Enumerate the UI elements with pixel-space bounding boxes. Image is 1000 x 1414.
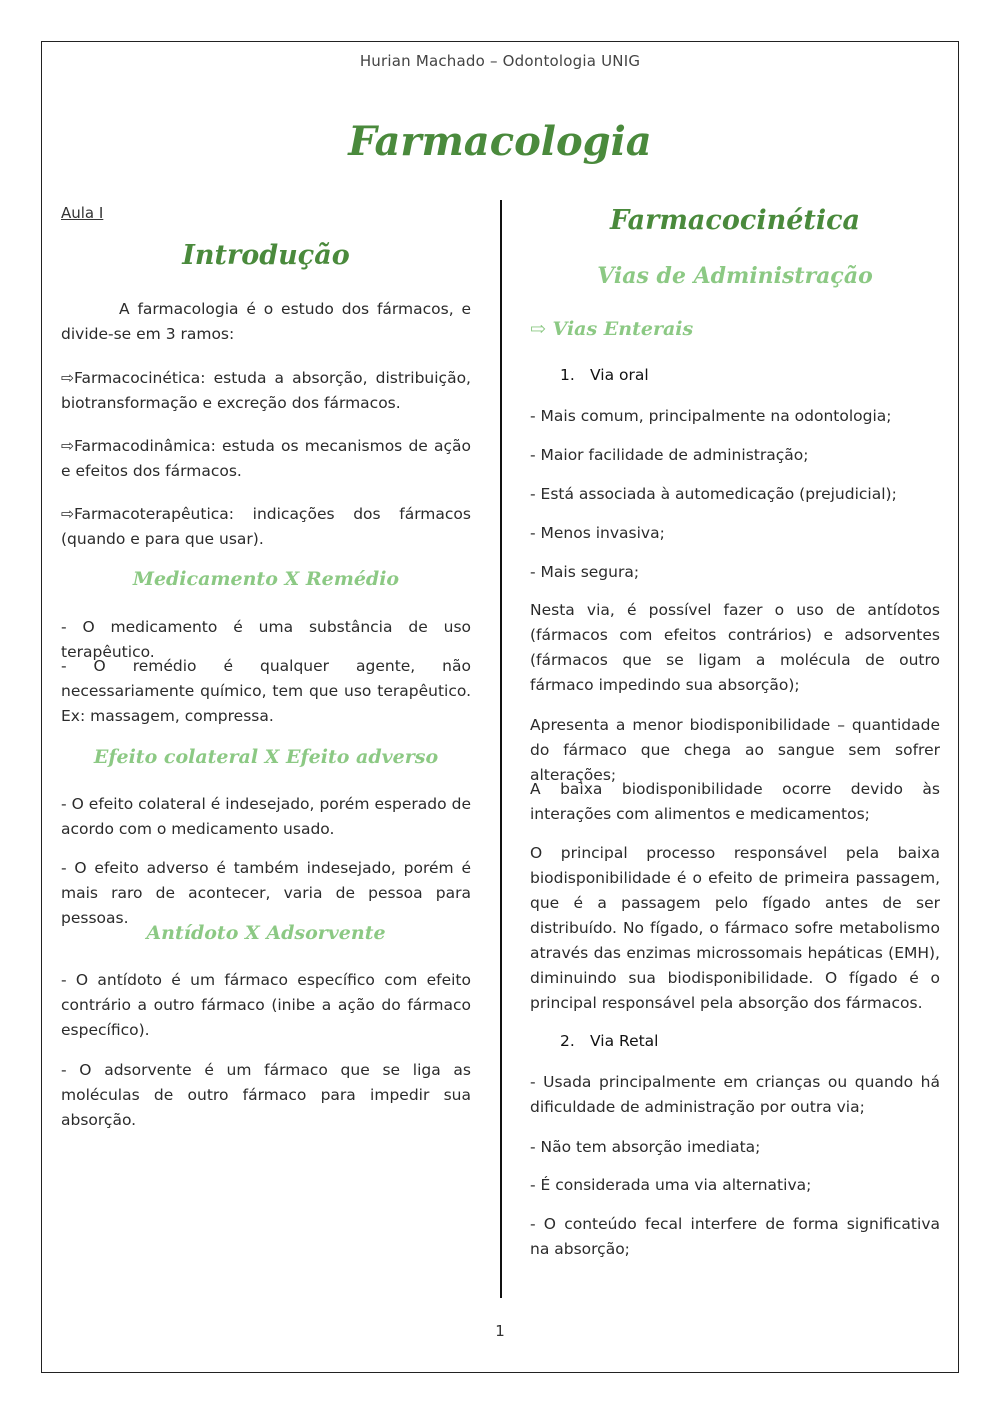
list-item: - Mais segura;	[530, 563, 640, 581]
list-item: - Usada principalmente em crianças ou quando há dificuldade de administração por outra via;	[530, 1073, 940, 1116]
list-item: - O conteúdo fecal interfere de forma significativa na absorção;	[530, 1215, 940, 1258]
intro-text: A farmacologia é o estudo dos fármacos, e divide-se em 3 ramos:	[61, 300, 471, 343]
page-header: Hurian Machado – Odontologia UNIG	[359, 52, 641, 70]
branch-item: ⇨Farmacocinética: estuda a absorção, distribuição, biotransformação e excreção dos fármacos.	[61, 369, 471, 412]
route-heading-oral: 1. Via oral	[560, 366, 649, 384]
section-paragraph: - O antídoto é um fármaco específico com efeito contrário a outro fármaco (inibe a ação do fármaco específico).	[61, 971, 471, 1039]
list-item: - Maior facilidade de administração;	[530, 446, 809, 464]
branch-item: ⇨Farmacoterapêutica: indicações dos fármacos (quando e para que usar).	[61, 505, 471, 548]
pharmacokinetics-heading: Farmacocinética	[609, 205, 861, 236]
section-paragraph: - O remédio é qualquer agente, não necessariamente químico, tem que uso terapêutico. Ex: massagem, compressa.	[61, 657, 471, 725]
paragraph: Nesta via, é possível fazer o uso de antídotos (fármacos com efeitos contrários) e adsorventes (fármacos que se ligam a molécula de outro fármaco impedindo sua absorção);	[530, 601, 940, 694]
route-heading-rectal: 2. Via Retal	[560, 1032, 659, 1050]
list-item: - Está associada à automedicação (prejudicial);	[530, 485, 897, 503]
section-heading: Efeito colateral X Efeito adverso	[93, 746, 439, 768]
page-number: 1	[495, 1322, 505, 1340]
list-item: - É considerada uma via alternativa;	[530, 1176, 812, 1194]
intro-heading: Introdução	[182, 240, 350, 271]
page-title: Farmacologia	[348, 118, 652, 165]
paragraph: Apresenta a menor biodisponibilidade – quantidade do fármaco que chega ao sangue sem sofrer alterações;	[530, 716, 940, 784]
branch-item: ⇨Farmacodinâmica: estuda os mecanismos de ação e efeitos dos fármacos.	[61, 437, 471, 480]
paragraph: O principal processo responsável pela baixa biodisponibilidade é o efeito de primeira passagem, que é a passagem pelo fígado antes de ser distribuído. No fígado, o fármaco sofre metabolismo através das enzimas microssomais hepáticas (EMH), diminuindo sua biodisponibilidade. O fígado é o principal responsável pela absorção dos fármacos.	[530, 844, 940, 1012]
enteral-routes-heading: ⇨ Vias Enterais	[530, 318, 694, 340]
list-item: - Mais comum, principalmente na odontologia;	[530, 407, 892, 425]
section-heading: Antídoto X Adsorvente	[146, 922, 386, 944]
list-item: - Não tem absorção imediata;	[530, 1138, 761, 1156]
column-divider	[500, 200, 502, 1298]
paragraph: A baixa biodisponibilidade ocorre devido às interações com alimentos e medicamentos;	[530, 780, 940, 823]
section-paragraph: - O medicamento é uma substância de uso terapêutico.	[61, 618, 471, 661]
list-item: - Menos invasiva;	[530, 524, 665, 542]
section-paragraph: - O efeito adverso é também indesejado, porém é mais raro de acontecer, varia de pessoa para pessoas.	[61, 859, 471, 927]
section-paragraph: - O adsorvente é um fármaco que se liga as moléculas de outro fármaco para impedir sua absorção.	[61, 1061, 471, 1129]
lesson-label: Aula I	[61, 204, 104, 222]
routes-subheading: Vias de Administração	[597, 263, 873, 289]
section-paragraph: - O efeito colateral é indesejado, porém esperado de acordo com o medicamento usado.	[61, 795, 471, 838]
section-heading: Medicamento X Remédio	[132, 568, 400, 590]
